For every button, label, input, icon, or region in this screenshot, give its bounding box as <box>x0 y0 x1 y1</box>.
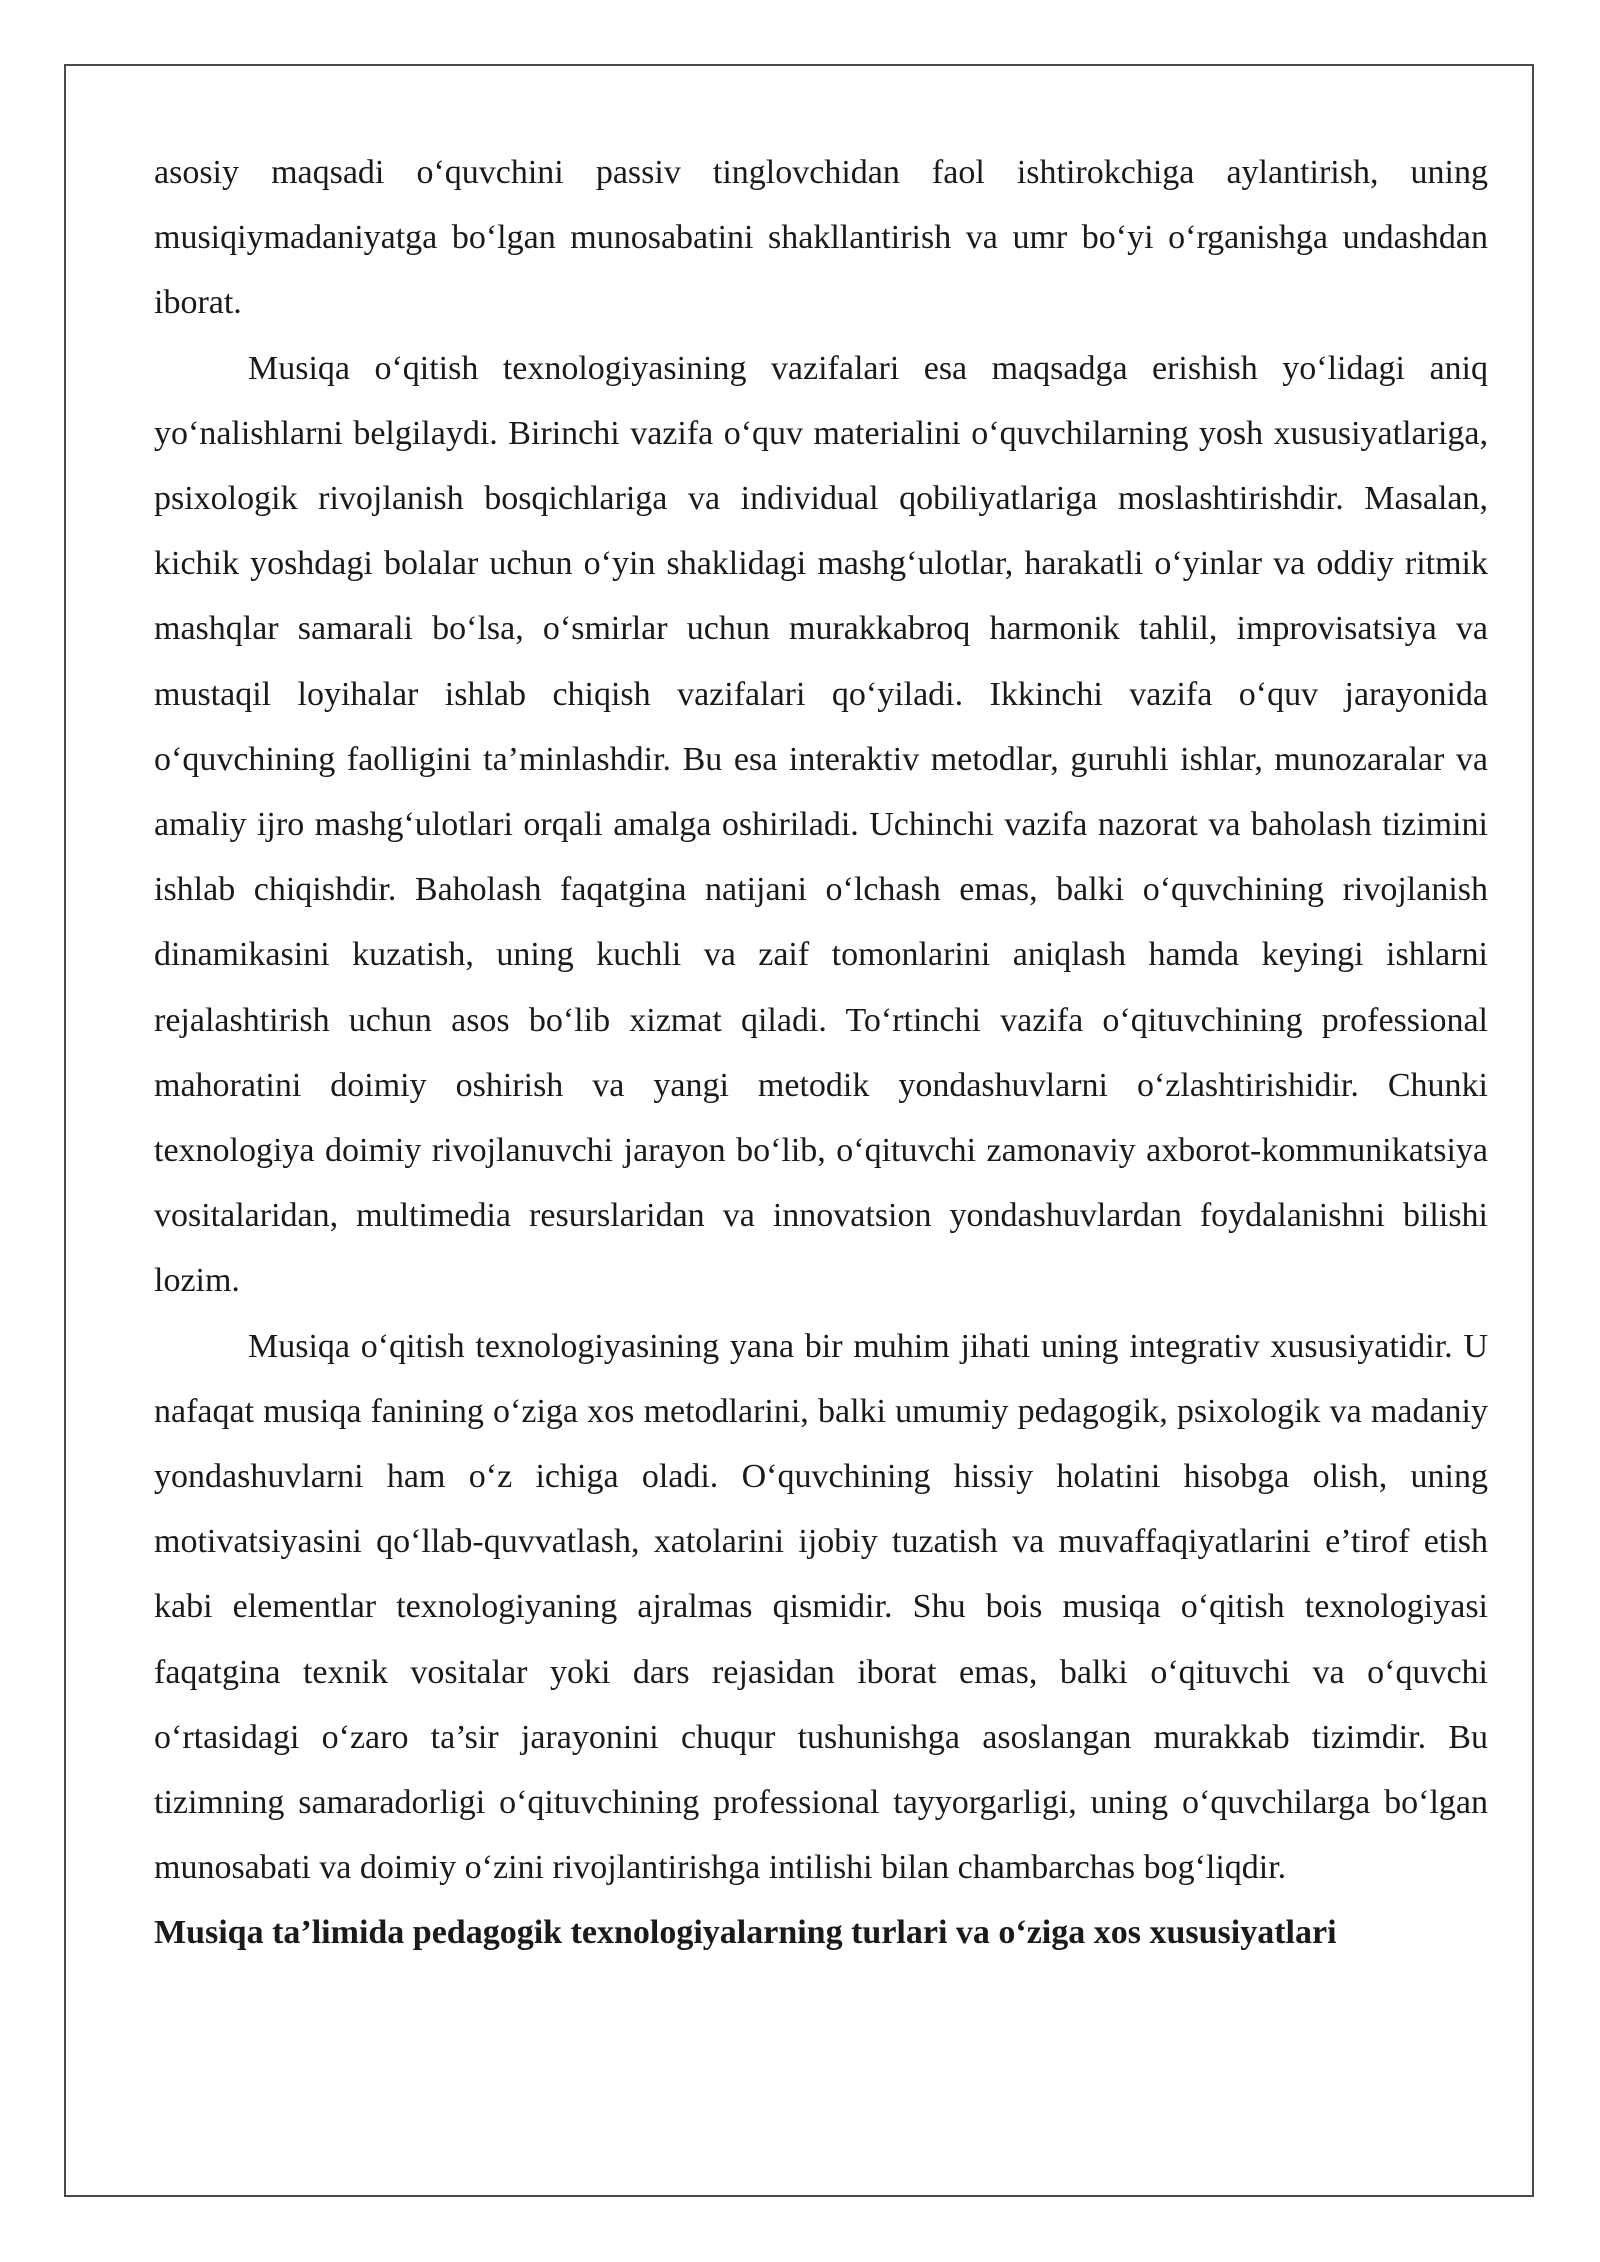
paragraph-integrative: Musiqa o‘qitish texnologiyasining yana bir muhim jihati uning integrativ xususiyatidir. U nafaqat musiqa fanining o‘ziga xos metodlarini, balki umumiy pedagogik, psixologik va madaniy yondashuvlarni ham o‘z ichiga oladi. O‘quvchining hissiy holatini hisobga olish, uning motivatsiyasini qo‘llab-quvvatlash, xatolarini ijobiy tuzatish va muvaffaqiyatlarini e’tirof etish kabi elementlar texnologiyaning ajralmas qismidir. Shu bois musiqa o‘qitish texnologiyasi faqatgina texnik vositalar yoki dars rejasidan iborat emas, balki o‘qituvchi va o‘quvchi o‘rtasidagi o‘zaro ta’sir jarayonini chuqur tushunishga asoslangan murakkab tizimdir. Bu tizimning samaradorligi o‘qituvchining professional tayyorgarligi, uning o‘quvchilarga bo‘lgan munosabati va doimiy o‘zini rivojlantirishga intilishi bilan chambarchas bog‘liqdir. <box>154 1327 1488 1887</box>
paragraph-tasks: Musiqa o‘qitish texnologiyasining vazifalari esa maqsadga erishish yo‘lidagi aniq yo‘nalishlarni belgilaydi. Birinchi vazifa o‘quv materialini o‘quvchilarning yosh xususiyatlariga, psixologik rivojlanish bosqichlariga va individual qobiliyatlariga moslashtirishdir. Masalan, kichik yoshdagi bolalar uchun o‘yin shaklidagi mashg‘ulotlar, harakatli o‘yinlar va oddiy ritmik mashqlar samarali bo‘lsa, o‘smirlar uchun murakkabroq harmonik tahlil, improvisatsiya va mustaqil loyihalar ishlab chiqish vazifalari qo‘yiladi. Ikkinchi vazifa o‘quv jarayonida o‘quvchining faolligini ta’minlashdir. Bu esa interaktiv metodlar, guruhli ishlar, munozaralar va amaliy ijro mashg‘ulotlari orqali amalga oshiriladi. Uchinchi vazifa nazorat va baholash tizimini ishlab chiqishdir. Baholash faqatgina natijani o‘lchash emas, balki o‘quvchining rivojlanish dinamikasini kuzatish, uning kuchli va zaif tomonlarini aniqlash hamda keyingi ishlarni rejalashtirish uchun asos bo‘lib xizmat qiladi. To‘rtinchi vazifa o‘qituvchining professional mahoratini doimiy oshirish va yangi metodik yondashuvlarni o‘zlashtirishidir. Chunki texnologiya doimiy rivojlanuvchi jarayon bo‘lib, o‘qituvchi zamonaviy axborot-kommunikatsiya vositalaridan, multimedia resurslaridan va innovatsion yondashuvlardan foydalanishni bilishi lozim. <box>154 349 1488 1300</box>
document-body <box>154 140 1488 1966</box>
paragraph-continuation: asosiy maqsadi o‘quvchini passiv tinglovchidan faol ishtirokchiga aylantirish, uning musiqiymadaniyatga bo‘lgan munosabatini shakllantirish va umr bo‘yi o‘rganishga undashdan iborat. <box>154 154 1488 322</box>
section-heading: Musiqa ta’limida pedagogik texnologiyalarning turlari va o‘ziga xos xususiyatlari <box>154 1914 1337 1952</box>
